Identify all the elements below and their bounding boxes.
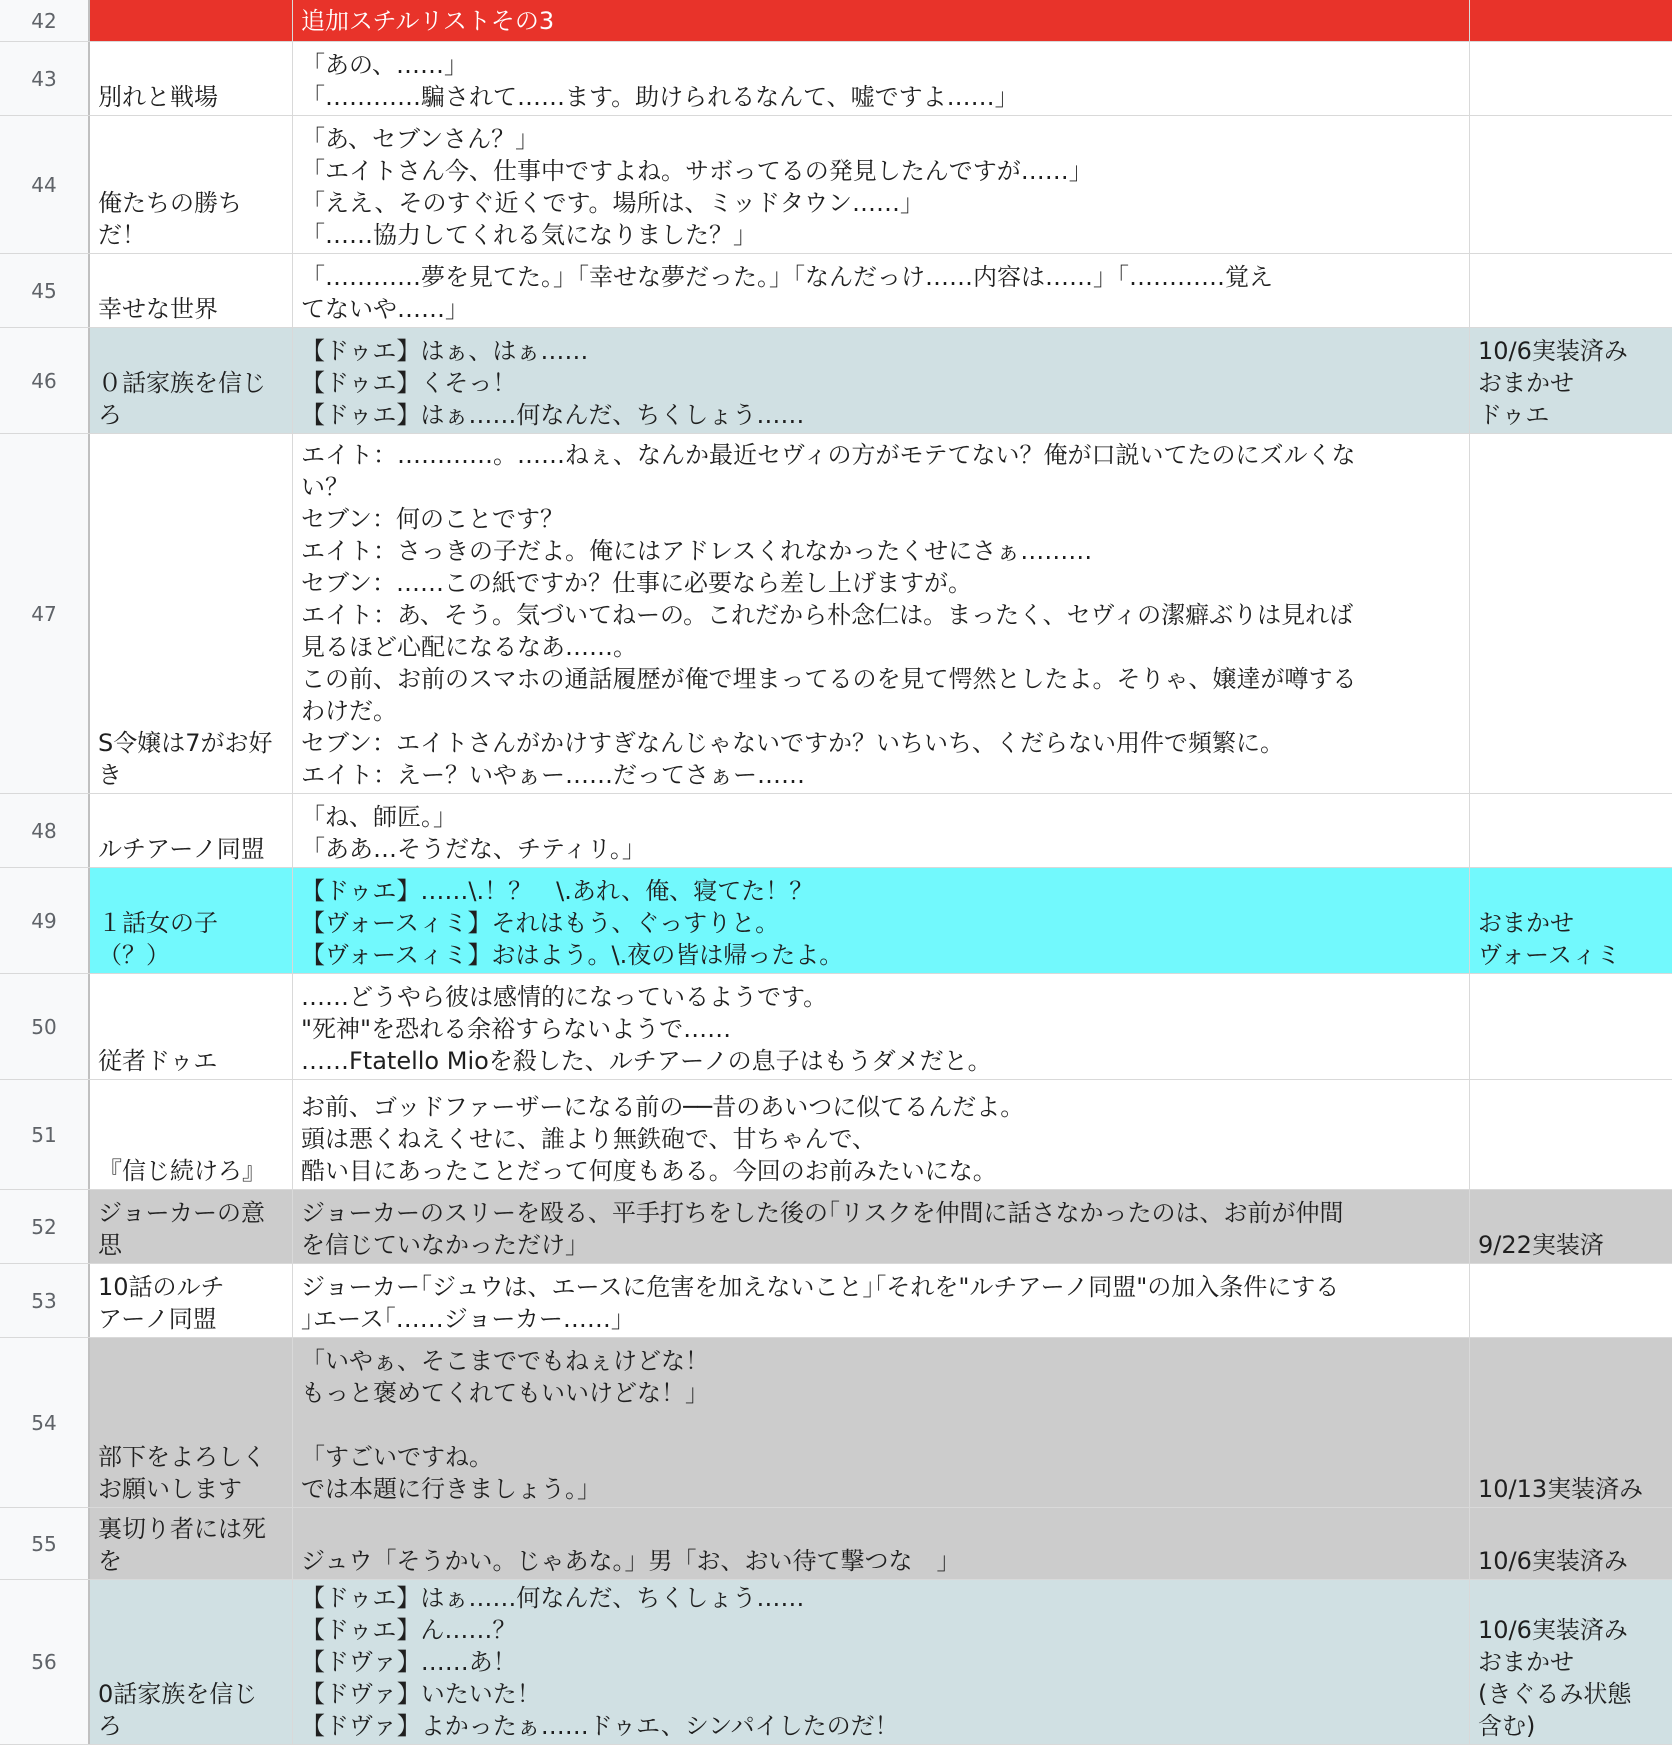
note-cell[interactable] [1470,1080,1672,1189]
text-cell[interactable]: ジョーカー｢ジュウは、エースに危害を加えないこと｣｢それを"ルチアーノ同盟"の加入条件にする ｣エース｢……ジョーカー……｣ [293,1264,1470,1337]
note-cell[interactable] [1470,116,1672,253]
note-cell[interactable] [1470,974,1672,1079]
title-cell[interactable]: S令嬢は7がお好 き [90,434,293,793]
row-header[interactable]: 48 [0,794,90,867]
table-row [0,434,1672,794]
text-cell[interactable]: ジュウ「そうかい。じゃあな。」男「お、おい待て撃つな 」 [293,1508,1470,1579]
title-cell[interactable]: １話女の子 （？） [90,868,293,973]
title-cell[interactable]: 従者ドゥエ [90,974,293,1079]
row-header[interactable]: 44 [0,116,90,253]
title-cell[interactable]: 幸せな世界 [90,254,293,327]
note-cell[interactable]: おまかせ ヴォースィミ [1470,868,1672,973]
table-row [0,1264,1672,1338]
text-cell[interactable]: 「いやぁ、そこまででもねぇけどな！ もっと褒めてくれてもいいけどな！」 「すごいですね。 では本題に行きましょう。」 [293,1338,1470,1507]
note-cell[interactable]: 10/6実装済み [1470,1508,1672,1579]
note-cell[interactable]: 10/13実装済み [1470,1338,1672,1507]
note-cell[interactable]: 10/6実装済み おまかせ ドゥエ [1470,328,1672,433]
text-cell[interactable]: お前、ゴッドファーザーになる前の──昔のあいつに似てるんだよ。 頭は悪くねえくせに、誰より無鉄砲で、甘ちゃんで、 酷い目にあったことだって何度もある。今回のお前みたいにな。 [293,1080,1470,1189]
note-cell[interactable] [1470,42,1672,115]
note-cell[interactable]: 10/6実装済み おまかせ (きぐるみ状態 含む) [1470,1580,1672,1744]
title-cell[interactable]: 裏切り者には死 を [90,1508,293,1579]
table-row [0,868,1672,974]
row-header[interactable]: 49 [0,868,90,973]
note-cell[interactable] [1470,434,1672,793]
row-header[interactable]: 53 [0,1264,90,1337]
text-cell[interactable]: 「あ、セブンさん？」 「エイトさん今、仕事中ですよね。サボってるの発見したんですが……」 「ええ、そのすぐ近くです。場所は、ミッドタウン……」 「……協力してくれる気になりました？」 [293,116,1470,253]
section-header-cell[interactable]: 追加スチルリストその3 [293,0,1470,41]
text-cell[interactable]: エイト：…………。……ねぇ、なんか最近セヴィの方がモテてない？俺が口説いてたのにズルくな い？ セブン：何のことです？ エイト：さっきの子だよ。俺にはアドレスくれなかったくせにさぁ……… セブン：……この紙ですか？仕事に必要なら差し上げますが。 エイト：あ、そう。気づいてねーの。これだから朴念仁は。まったく、セヴィの潔癖ぶりは見れば 見るほど心配になるなあ……。 この前、お前のスマホの通話履歴が俺で埋まってるのを見て愕然としたよ。そりゃ、嬢達が噂する わけだ。 セブン：エイトさんがかけすぎなんじゃないですか？いちいち、くだらない用件で頻繁に。 エイト：えー？いやぁー……だってさぁー…… [293,434,1470,793]
row-header[interactable]: 43 [0,42,90,115]
title-cell[interactable]: ０話家族を信じ ろ [90,328,293,433]
title-cell[interactable]: 俺たちの勝ち だ！ [90,116,293,253]
row-header[interactable]: 47 [0,434,90,793]
table-row [0,254,1672,328]
title-cell[interactable] [90,0,293,41]
text-cell[interactable]: 【ドゥエ】はぁ、はぁ…… 【ドゥエ】くそっ！ 【ドゥエ】はぁ……何なんだ、ちくしょう…… [293,328,1470,433]
table-row [0,328,1672,434]
text-cell[interactable]: ……どうやら彼は感情的になっているようです。 "死神"を恐れる余裕すらないようで…… ……Ftatello Mioを殺した、ルチアーノの息子はもうダメだと。 [293,974,1470,1079]
row-header[interactable]: 56 [0,1580,90,1744]
text-cell[interactable]: ジョーカーのスリーを殴る、平手打ちをした後の｢リスクを仲間に話さなかったのは、お前が仲間 を信じていなかっただけ｣ [293,1190,1470,1263]
table-row [0,1580,1672,1745]
row-header[interactable]: 42 [0,0,90,41]
table-row [0,116,1672,254]
text-cell[interactable]: 「…………夢を見てた。」「幸せな夢だった。」「なんだっけ……内容は……」「…………覚え てないや……」 [293,254,1470,327]
title-cell[interactable]: 『信じ続けろ』 [90,1080,293,1189]
table-row [0,1190,1672,1264]
title-cell[interactable]: 部下をよろしく お願いします [90,1338,293,1507]
table-row [0,794,1672,868]
text-cell[interactable]: 「ね、師匠。」 「ああ…そうだな、チティリ。」 [293,794,1470,867]
table-row [0,1508,1672,1580]
row-header[interactable]: 50 [0,974,90,1079]
title-cell[interactable]: ルチアーノ同盟 [90,794,293,867]
row-header[interactable]: 52 [0,1190,90,1263]
text-cell[interactable]: 【ドゥエ】はぁ……何なんだ、ちくしょう…… 【ドゥエ】ん……？ 【ドヴァ】……あ！ 【ドヴァ】いたいた！ 【ドヴァ】よかったぁ……ドゥエ、シンパイしたのだ！ [293,1580,1470,1744]
note-cell[interactable] [1470,0,1672,41]
table-row [0,974,1672,1080]
text-cell[interactable]: 【ドゥエ】……\.！？ \.あれ、俺、寝てた！？ 【ヴォースィミ】それはもう、ぐっすりと。 【ヴォースィミ】おはよう。\.夜の皆は帰ったよ。 [293,868,1470,973]
table-row [0,42,1672,116]
row-header[interactable]: 54 [0,1338,90,1507]
note-cell[interactable]: 9/22実装済 [1470,1190,1672,1263]
row-header[interactable]: 45 [0,254,90,327]
text-cell[interactable]: 「あの、……」 「…………騙されて……ます。助けられるなんて、嘘ですよ……」 [293,42,1470,115]
table-row [0,1080,1672,1190]
row-header[interactable]: 51 [0,1080,90,1189]
title-cell[interactable]: 別れと戦場 [90,42,293,115]
title-cell[interactable]: 10話のルチ アーノ同盟 [90,1264,293,1337]
table-row [0,1338,1672,1508]
title-cell[interactable]: 0話家族を信じ ろ [90,1580,293,1744]
row-header[interactable]: 46 [0,328,90,433]
note-cell[interactable] [1470,254,1672,327]
note-cell[interactable] [1470,794,1672,867]
table-row [0,0,1672,42]
row-header[interactable]: 55 [0,1508,90,1579]
note-cell[interactable] [1470,1264,1672,1337]
title-cell[interactable]: ジョーカーの意 思 [90,1190,293,1263]
